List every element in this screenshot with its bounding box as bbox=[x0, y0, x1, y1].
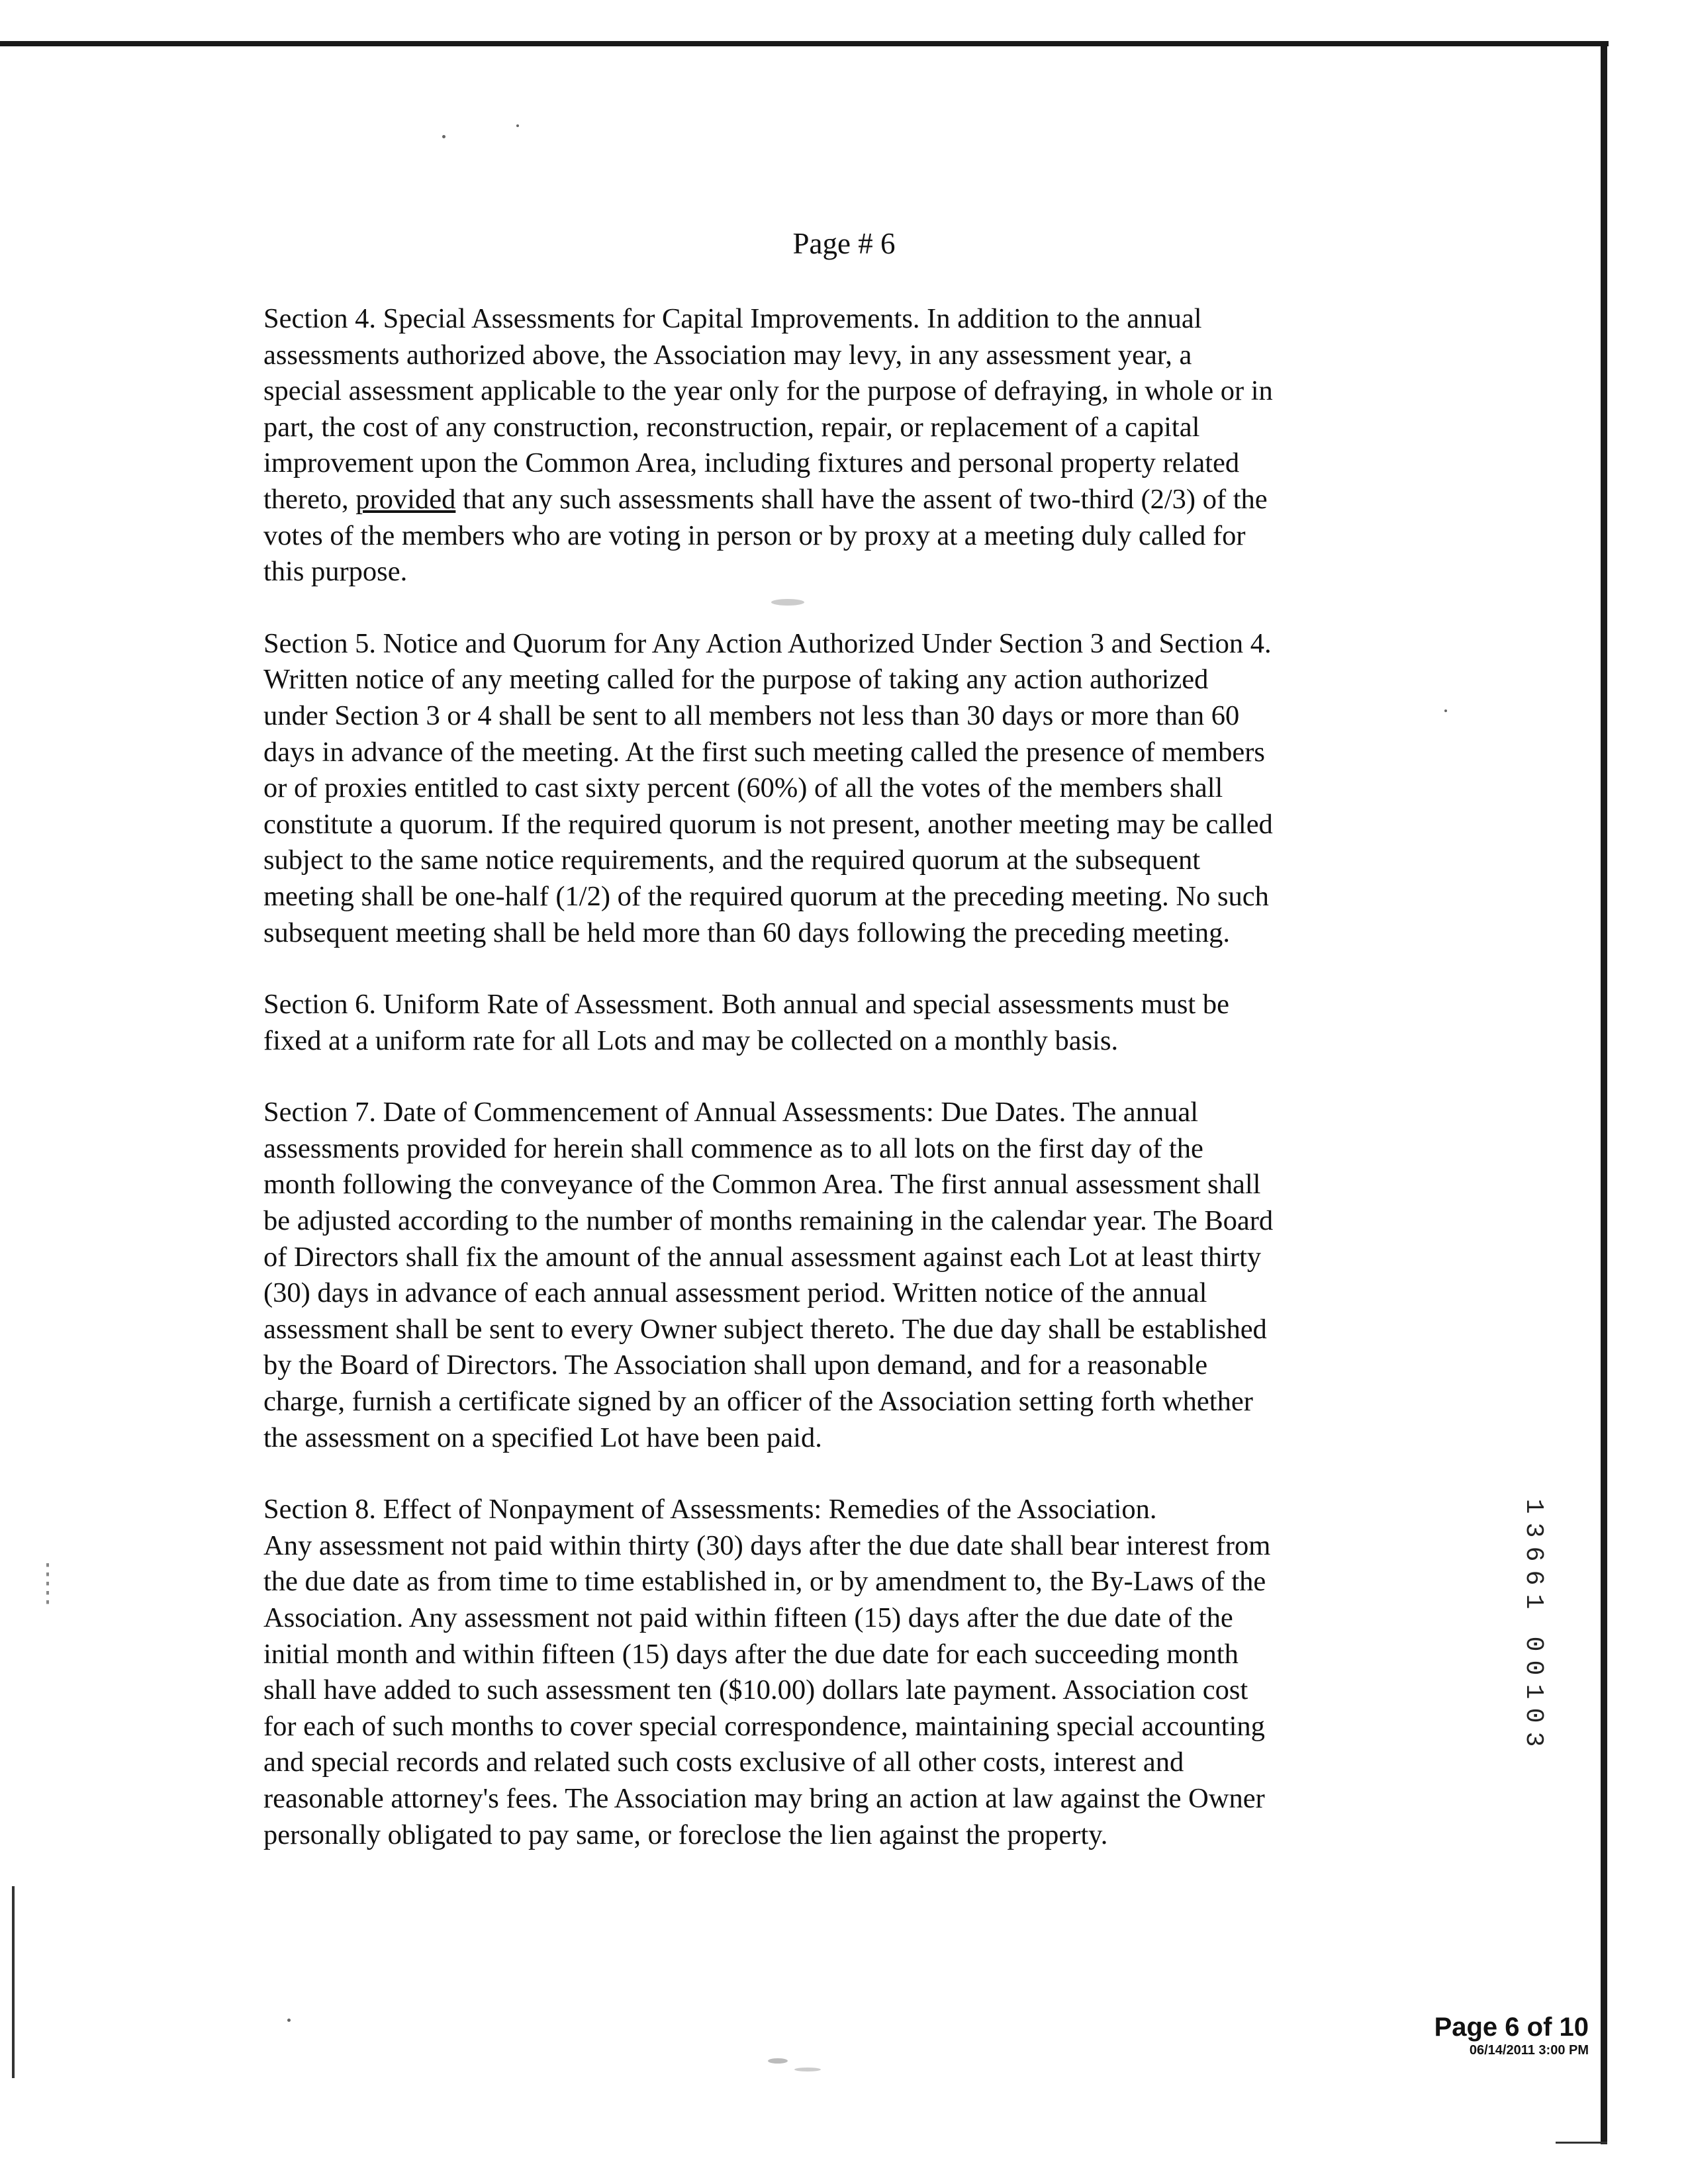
text-line: assessments provided for herein shall commence as to all lots on the first day of the bbox=[263, 1132, 1203, 1164]
text-line: improvement upon the Common Area, including fixtures and personal property related bbox=[263, 447, 1240, 479]
scan-speck bbox=[1444, 709, 1447, 712]
scan-speck bbox=[287, 2019, 291, 2022]
bottom-border-tick bbox=[1556, 2142, 1607, 2144]
stamp-char: 3 bbox=[1519, 1731, 1548, 1747]
text-line: part, the cost of any construction, reconstruction, repair, or replacement of a capital bbox=[263, 411, 1200, 443]
text-line: reasonable attorney's fees. The Association may bring an action at law against the Owner bbox=[263, 1782, 1265, 1814]
scan-smudge bbox=[794, 2068, 821, 2071]
scan-smudge bbox=[768, 2058, 788, 2064]
text-line: fixed at a uniform rate for all Lots and may be collected on a monthly basis. bbox=[263, 1024, 1119, 1056]
scan-dots bbox=[46, 1563, 49, 1610]
stamp-char: 3 bbox=[1519, 1522, 1548, 1538]
text-line: special assessment applicable to the year only for the purpose of defraying, in whole or in bbox=[263, 375, 1273, 407]
text-line: Section 8. Effect of Nonpayment of Assessments: Remedies of the Association. bbox=[263, 1494, 1157, 1525]
text-line: the due date as from time to time established in, or by amendment to, the By-Laws of the bbox=[263, 1566, 1266, 1598]
stamp-char: 1 bbox=[1519, 1498, 1548, 1514]
text-line: under Section 3 or 4 shall be sent to all members not less than 30 days or more than 60 bbox=[263, 700, 1240, 731]
text-line: or of proxies entitled to cast sixty percent (60%) of all the votes of the members shall bbox=[263, 772, 1223, 804]
underlined-word: provided bbox=[355, 483, 456, 515]
text-line: subsequent meeting shall be held more than 60 days following the preceding meeting. bbox=[263, 917, 1230, 948]
text-line: the assessment on a specified Lot have been paid. bbox=[263, 1422, 822, 1453]
text-line: Section 4. Special Assessments for Capital Improvements. In addition to the annual bbox=[263, 303, 1202, 334]
left-border-line bbox=[12, 1886, 15, 2078]
text-line: by the Board of Directors. The Association shall upon demand, and for a reasonable bbox=[263, 1349, 1208, 1381]
section-4-paragraph bbox=[263, 301, 1385, 590]
text-line bbox=[263, 482, 1385, 518]
text-line: days in advance of the meeting. At the first such meeting called the presence of members bbox=[263, 736, 1265, 768]
stamp-char: 0 bbox=[1519, 1636, 1548, 1652]
text-line: Association. Any assessment not paid within fifteen (15) days after the due date of the bbox=[263, 1602, 1233, 1633]
page-number-header: Page # 6 bbox=[792, 227, 896, 260]
text-fragment: that any such assessments shall have the assent of two-third (2/3) of the bbox=[455, 483, 1268, 515]
page-footer bbox=[1350, 2012, 1589, 2058]
text-line: Section 5. Notice and Quorum for Any Action Authorized Under Section 3 and Section 4. bbox=[263, 627, 1272, 659]
scan-speck bbox=[442, 135, 445, 138]
text-line: Section 6. Uniform Rate of Assessment. Both annual and special assessments must be bbox=[263, 989, 1229, 1021]
stamp-char: 0 bbox=[1519, 1660, 1548, 1676]
stamp-char: 1 bbox=[1519, 1594, 1548, 1610]
text-line: of Directors shall fix the amount of the annual assessment against each Lot at least thirty bbox=[263, 1241, 1262, 1273]
text-line: assessments authorized above, the Association may levy, in any assessment year, a bbox=[263, 339, 1192, 371]
section-7-paragraph bbox=[263, 1095, 1385, 1456]
stamp-char: 1 bbox=[1519, 1684, 1548, 1700]
text-line: charge, furnish a certificate signed by an officer of the Association setting forth whether bbox=[263, 1386, 1253, 1418]
text-line: assessment shall be sent to every Owner subject thereto. The due day shall be established bbox=[263, 1313, 1267, 1345]
text-line: initial month and within fifteen (15) days after the due date for each succeeding month bbox=[263, 1638, 1239, 1670]
text-line: shall have added to such assessment ten ($10.00) dollars late payment. Association cost bbox=[263, 1674, 1248, 1706]
text-line: month following the conveyance of the Common Area. The first annual assessment shall bbox=[263, 1169, 1261, 1201]
fax-timestamp: 06/14/2011 3:00 PM bbox=[1469, 2043, 1589, 2058]
text-line: constitute a quorum. If the required quorum is not present, another meeting may be called bbox=[263, 808, 1273, 840]
section-8-paragraph bbox=[263, 1492, 1385, 1853]
text-line: for each of such months to cover special correspondence, maintaining special accounting bbox=[263, 1710, 1265, 1742]
text-line: and special records and related such costs exclusive of all other costs, interest and bbox=[263, 1747, 1184, 1778]
stamp-char: 0 bbox=[1519, 1707, 1548, 1723]
text-line: (30) days in advance of each annual assessment period. Written notice of the annual bbox=[263, 1277, 1207, 1309]
top-border-line bbox=[0, 41, 1609, 46]
text-line: meeting shall be one-half (1/2) of the required quorum at the preceding meeting. No such bbox=[263, 880, 1269, 912]
text-line: personally obligated to pay same, or foreclose the lien against the property. bbox=[263, 1819, 1108, 1850]
text-line: Any assessment not paid within thirty (30) days after the due date shall bear interest from bbox=[263, 1529, 1271, 1561]
text-line: votes of the members who are voting in person or by proxy at a meeting duly called for bbox=[263, 520, 1246, 551]
text-line: Section 7. Date of Commencement of Annual Assessments: Due Dates. The annual bbox=[263, 1097, 1199, 1128]
side-document-number bbox=[1520, 1494, 1546, 1751]
document-body bbox=[263, 301, 1385, 1889]
text-line: this purpose. bbox=[263, 556, 408, 588]
stamp-char: 6 bbox=[1519, 1546, 1548, 1562]
right-border-line bbox=[1601, 44, 1607, 2144]
scan-speck bbox=[516, 124, 519, 127]
text-line: be adjusted according to the number of months remaining in the calendar year. The Board bbox=[263, 1205, 1274, 1237]
page-count: Page 6 of 10 bbox=[1434, 2013, 1589, 2042]
section-5-paragraph bbox=[263, 626, 1385, 951]
text-line: subject to the same notice requirements, and the required quorum at the subsequent bbox=[263, 844, 1201, 876]
section-6-paragraph bbox=[263, 987, 1385, 1059]
text-fragment: thereto, bbox=[263, 483, 356, 515]
stamp-char: 6 bbox=[1519, 1570, 1548, 1586]
text-line: Written notice of any meeting called for the purpose of taking any action authorized bbox=[263, 664, 1209, 696]
